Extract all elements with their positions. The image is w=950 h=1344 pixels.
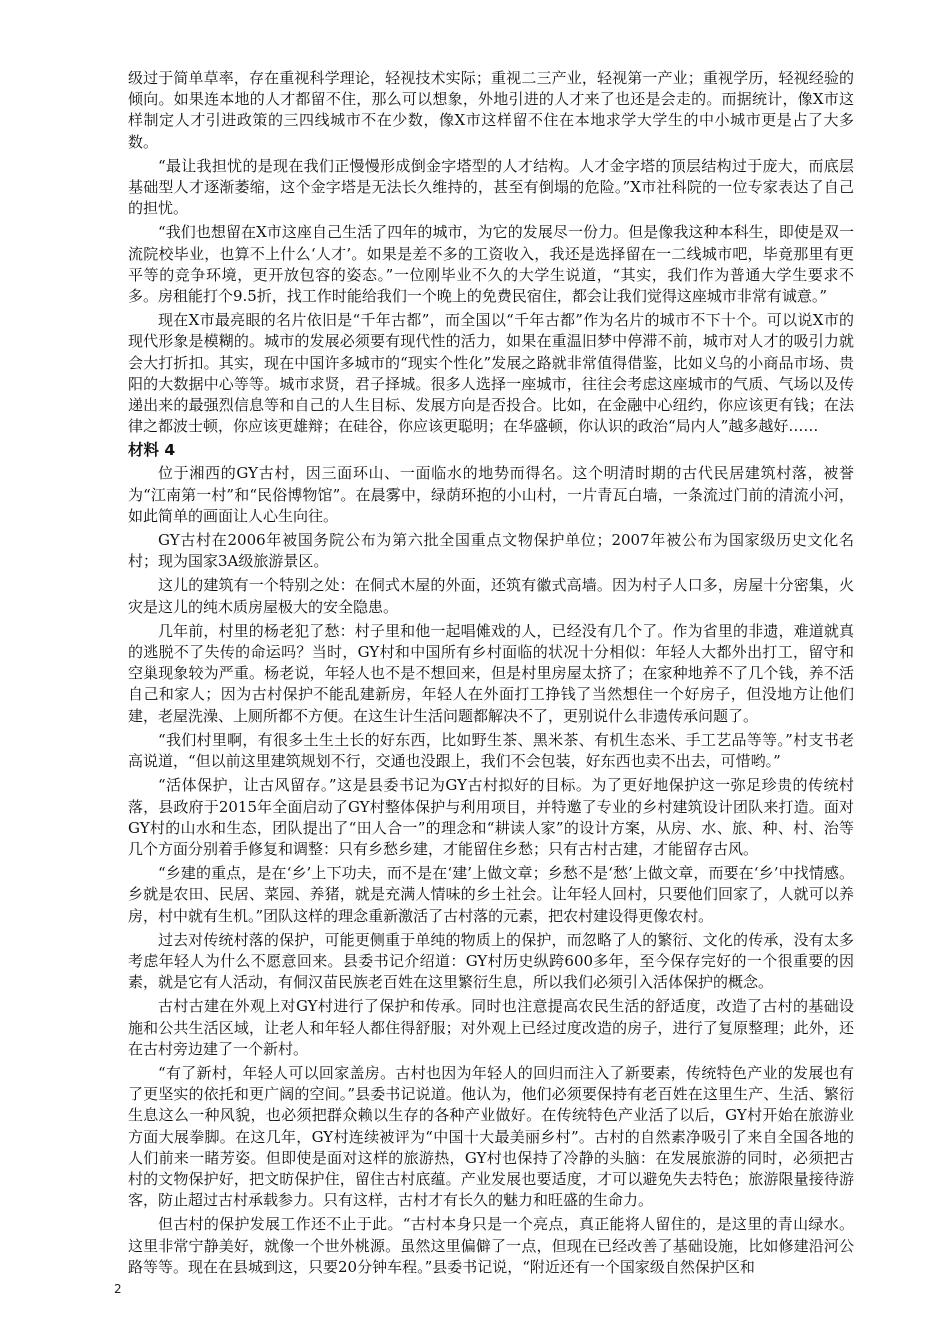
paragraph: “活体保护，让古风留存。”这是县委书记为GY古村拟好的目标。为了更好地保护这一弥足珍贵的传统村落，县政府于2015年全面启动了GY村整体保护与利用项目，并特邀了专业的乡村建筑设计团队来打造。面对GY村的山水和生态，团队提出了“田人合一”的理念和“耕读人家”的设计方案，从房、水、旅、种、村、治等几个方面分别着手修复和调整：只有乡愁乡建，才能留住乡愁；只有古村古建，才能留存古风。 — [128, 776, 854, 858]
paragraph: 位于湘西的GY古村，因三面环山、一面临水的地势而得名。这个明清时期的古代民居建筑村落，被誉为“江南第一村”和“民俗博物馆”。在晨雾中，绿荫环抱的小山村，一片青瓦白墙，一条流过门前的清流小河，如此简单的画面让人心生向往。 — [128, 464, 854, 525]
paragraph: “我们也想留在X市这座自己生活了四年的城市，为它的发展尽一份力。但是像我这种本科生，即使是双一流院校毕业，也算不上什么‘人才’。如果是差不多的工资收入，我还是选择留在一二线城市吧，毕竟那里有更平等的竞争环境，更开放包容的姿态。”一位刚毕业不久的大学生说道，“其实，我们作为普通大学生要求不多。房租能打个9.5折，找工作时能给我们一个晚上的免费民宿住，都会让我们觉得这座城市非常有诚意。” — [128, 223, 854, 306]
paragraph: “有了新村，年轻人可以回家盖房。古村也因为年轻人的回归而注入了新要素，传统特色产业的发展也有了更坚实的依托和更广阔的空间。”县委书记说道。他认为，他们必须要保持有老百姓在这里生产、生活、繁衍生息这么一种风貌，也必须把群众赖以生存的各种产业做好。在传统特色产业活了以后，GY村开始在旅游业方面大展拳脚。在这几年，GY村连续被评为“中国十大最美丽乡村”。古村的自然素净吸引了来自全国各地的人们前来一睹芳姿。但即使是面对这样的旅游热，GY村也保持了冷静的头脑：在发展旅游的同时，必须把古村的文物保护好，把文昉保护住，留住古村底蕴。产业发展也要适度，才可以避免失去特色；旅游限量接待游客，防止超过古村承载参力。只有这样，古村才有长久的魅力和旺盛的生命力。 — [128, 1063, 854, 1210]
paragraph: 级过于简单草率，存在重视科学理论，轻视技术实际；重视二三产业，轻视第一产业；重视学历，轻视经验的倾向。如果连本地的人才都留不住，那么可以想象，外地引进的人才来了也还是会走的。而据统计，像X市这样制定人才引进政策的三四线城市不在少数，像X市这样留不住在本地求学大学生的中小城市更是占了大多数。 — [128, 69, 854, 151]
paragraph: 这儿的建筑有一个特别之处：在侗式木屋的外面，还筑有徽式高墙。因为村子人口多，房屋十分密集，火灾是这儿的纯木质房屋极大的安全隐患。 — [128, 576, 854, 616]
paragraph: 过去对传统村落的保护，可能更侧重于单纯的物质上的保护，而忽略了人的繁衍、文化的传承，没有太多考虑年轻人为什么不愿意回来。县委书记介绍道：GY村历史纵跨600多年，至今保存完好的一个很重要的因素，就是它有人活动，有侗汉苗民族老百姓在这里繁衍生息，所以我们必须引入活体保护的概念。 — [128, 930, 854, 992]
section-heading: 材料 4 — [128, 441, 176, 460]
paragraph: GY古村在2006年被国务院公布为第六批全国重点文物保护单位；2007年被公布为国家级历史文化名村；现为国家3A级旅游景区。 — [128, 531, 854, 571]
paragraph: “我们村里啊，有很多土生土长的好东西，比如野生茶、黑米茶、有机生态米、手工艺品等等。”村支书老高说道，“但以前这里建筑规划不行，交通也没跟上，我们不会包装，好东西也卖不出去，可惜哟。” — [128, 730, 854, 771]
page-number: 2 — [114, 1282, 122, 1296]
paragraph: 古村古建在外观上对GY村进行了保护和传承。同时也注意提高农民生活的舒适度，改造了古村的基础设施和公共生活区域，让老人和年轻人都住得舒服；对外观上已经过度改造的房子，进行了复原整理；此外，还在古村旁边建了一个新村。 — [128, 997, 854, 1058]
paragraph: “最让我担忧的是现在我们正慢慢形成倒金字塔型的人才结构。人才金字塔的顶层结构过于庞大，而底层基础型人才逐渐萎缩，这个金字塔是无法长久维持的，甚至有倒塌的危险。”X市社科院的一位专家表达了自己的担忧。 — [128, 156, 854, 218]
paragraph: “乡建的重点，是在‘乡’上下功夫，而不是在‘建’上做文章；乡愁不是‘愁’上做文章，而要在‘乡’中找情感。乡就是农田、民居、菜园、养猪，就是充满人情味的乡土社会。让年轻人回村，只要他们回家了，人就可以养房，村中就有生机。”团队这样的理念重新激活了古村落的元素，把农村建设得更像农村。 — [128, 864, 854, 925]
paragraph: 几年前，村里的杨老犯了愁：村子里和他一起唱傩戏的人，已经没有几个了。作为省里的非遗，难道就真的逃脱不了失传的命运吗？当时，GY村和中国所有乡村面临的状况十分相似：年轻人大都外出打工，留守和空巢现象较为严重。杨老说，年轻人也不是不想回来，但是村里房屋太挤了；在家种地养不了几个钱，养不活自己和家人；因为古村保护不能乱建新房，年轻人在外面打工挣钱了当然想住一个好房子，但没地方让他们建，老屋洗澡、上厕所都不方便。在这生计生活问题都解决不了，更别说什么非遗传承问题了。 — [128, 621, 854, 725]
paragraph: 但古村的保护发展工作还不止于此。“古村本身只是一个亮点，真正能将人留住的，是这里的青山绿水。这里非常宁静美好，就像一个世外桃源。虽然这里偏僻了一点，但现在已经改善了基础设施，比如修建沿河公路等等。现在在县城到这，只要20分钟车程。”县委书记说，“附近还有一个国家级自然保护区和 — [128, 1215, 854, 1276]
document-body — [128, 68, 854, 1281]
paragraph: 现在X市最亮眼的名片依旧是“千年古都”，而全国以“千年古都”作为名片的城市不下十个。可以说X市的现代形象是模糊的。城市的发展必须要有现代性的活力，如果在重温旧梦中停滞不前，城市对人才的吸引力就会大打折扣。其实，现在中国许多城市的“现实个性化”发展之路就非常值得借鉴，比如义乌的小商品市场、贵阳的大数据中心等等。城市求贤，君子择城。很多人选择一座城市，往往会考虑这座城市的气质、气场以及传递出来的最强烈信息等和自己的人生目标、发展方向是否投合。比如，在金融中心纽约，你应该更有钱；在法律之都波士顿，你应该更雄辩；在硅谷，你应该更聪明；在华盛顿，你认识的政治“局内人”越多越好…… — [128, 311, 854, 436]
